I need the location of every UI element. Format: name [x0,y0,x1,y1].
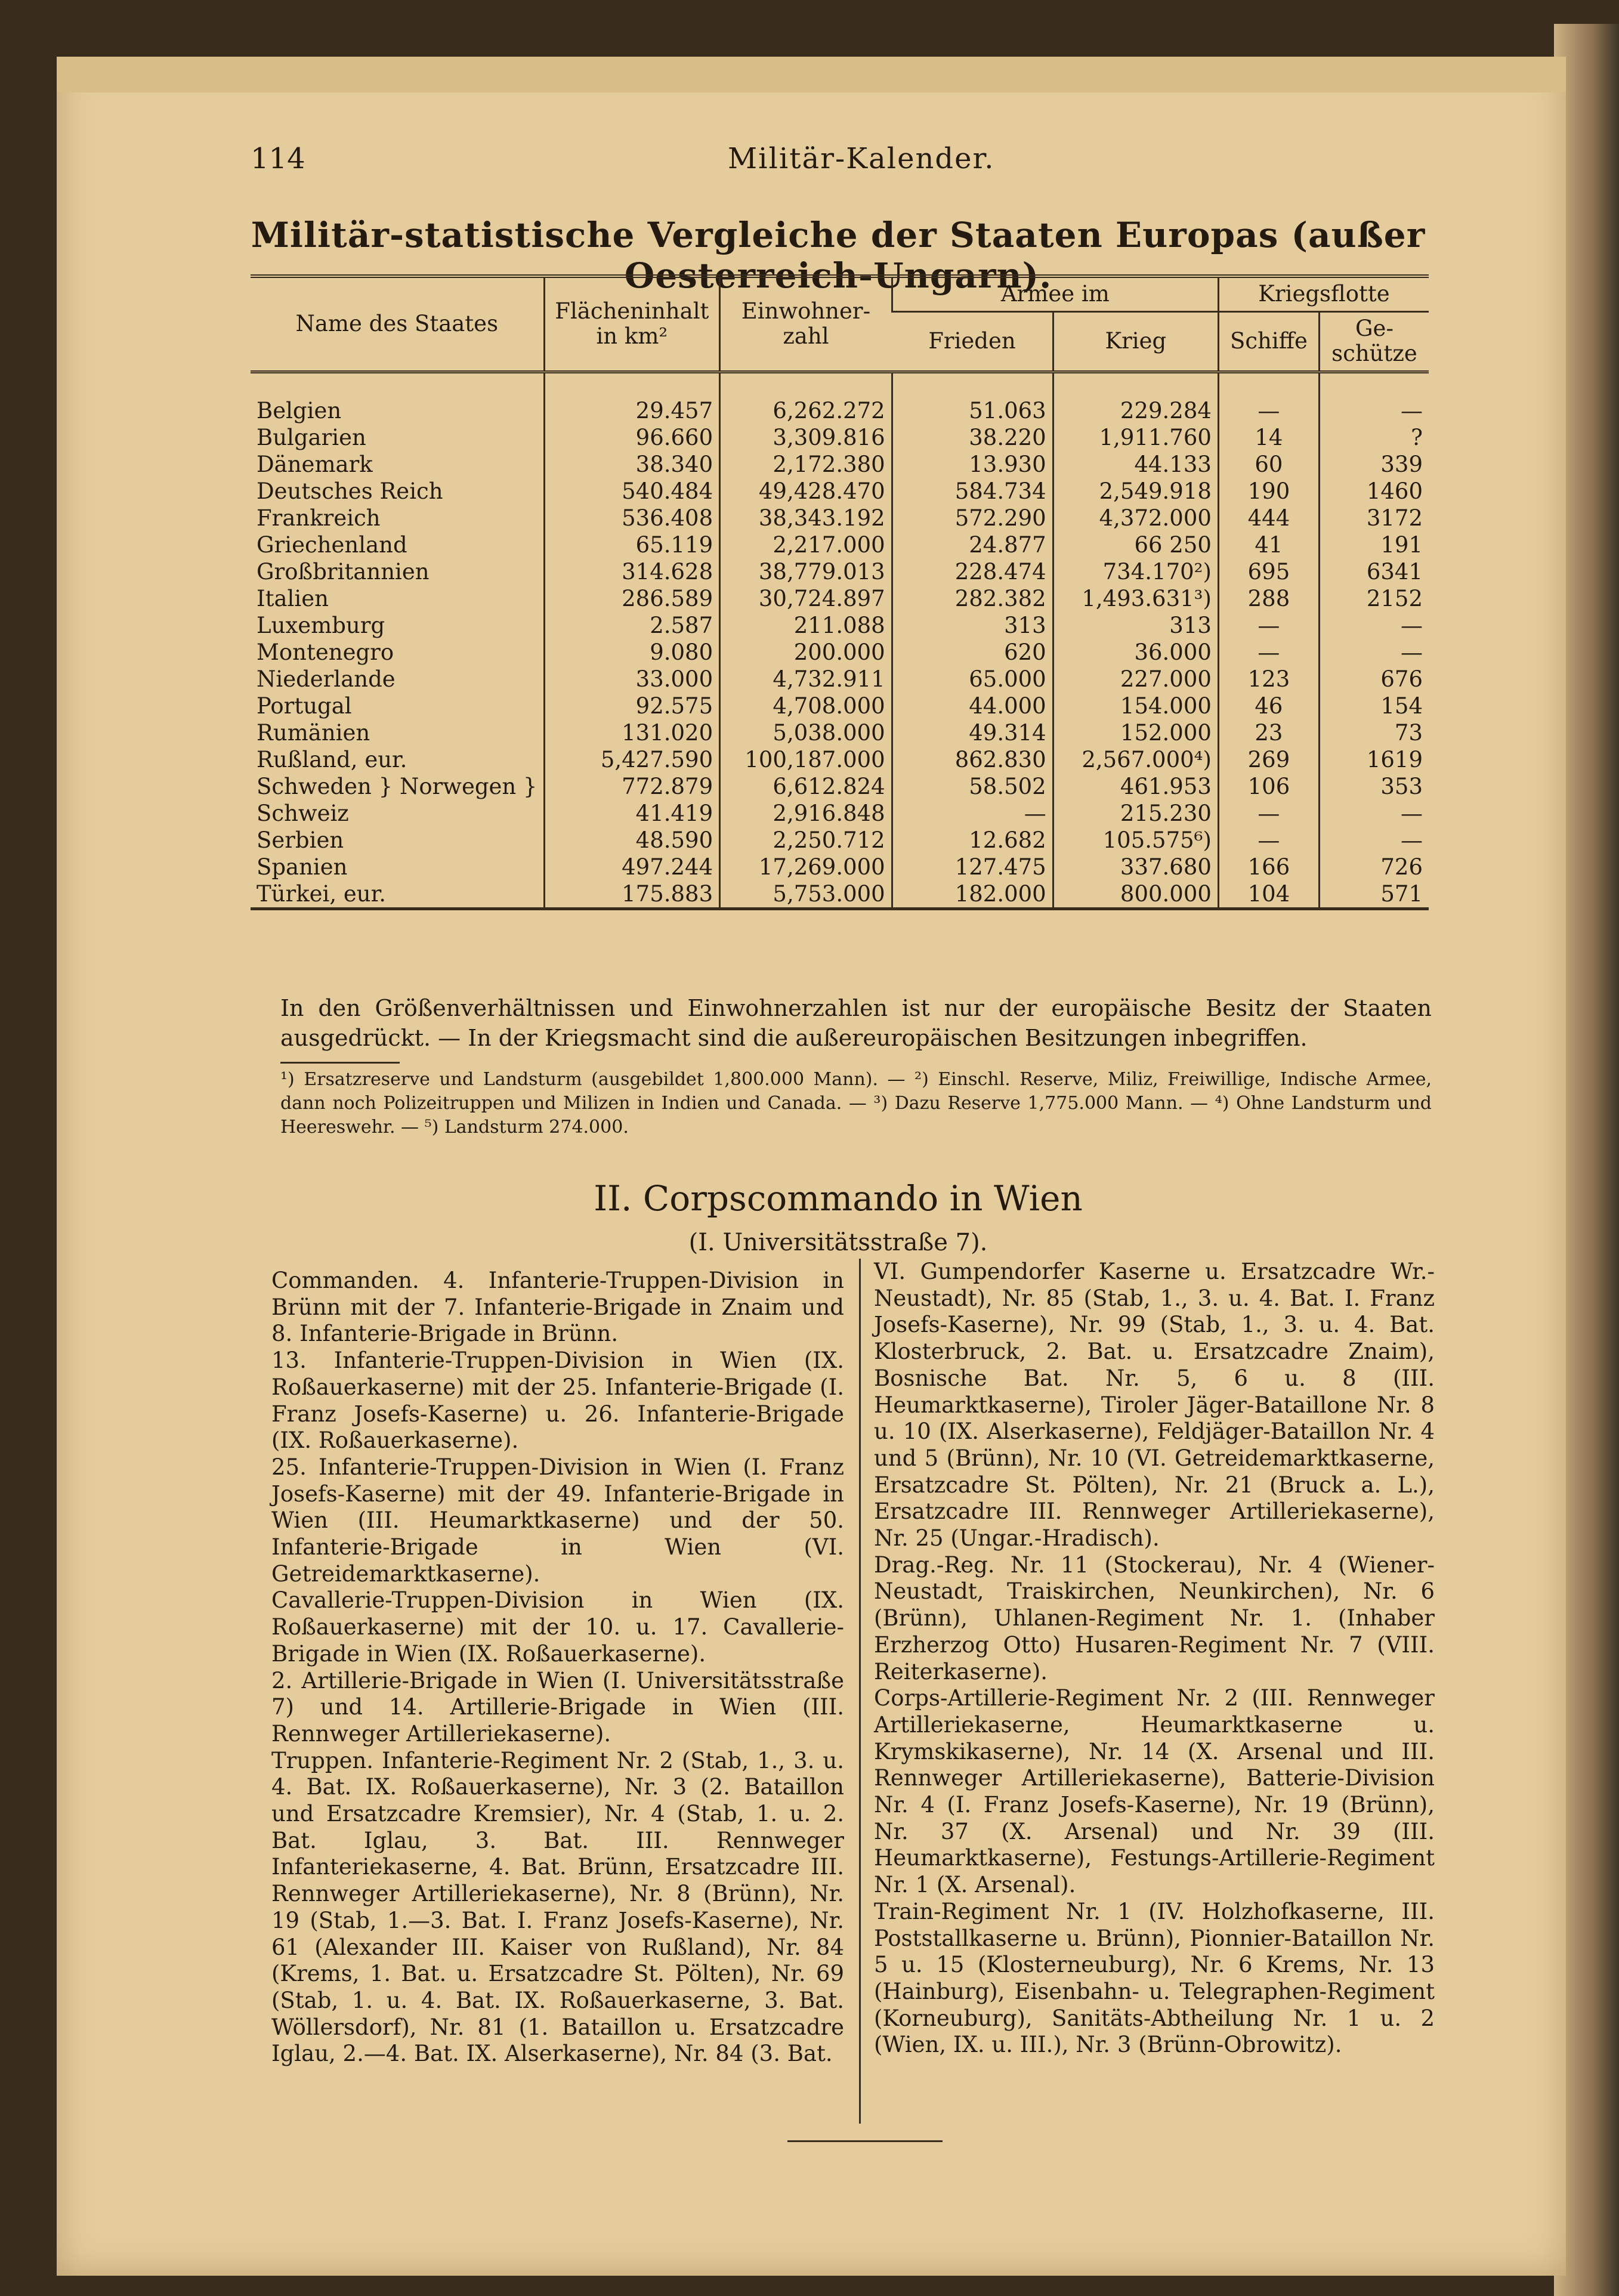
table-row [251,719,1429,746]
cell-peace: 12.682 [892,827,1053,854]
cell-guns: 1460 [1319,478,1429,505]
cell-pop: 2,250.712 [720,827,892,854]
cell-peace: 620 [892,639,1053,666]
cell-war: 227.000 [1053,666,1218,693]
cell-guns: 676 [1319,666,1429,693]
cell-war: 152.000 [1053,719,1218,746]
cell-name: Frankreich [257,505,381,531]
cell-area: 29.457 [544,372,720,424]
cell-peace: 51.063 [892,372,1053,424]
cell-area: 5,427.590 [544,746,720,773]
cell-guns: 726 [1319,854,1429,880]
cell-area: 497.244 [544,854,720,880]
cell-name: Luxemburg [257,612,385,638]
cell-name: Türkei, eur. [257,880,386,907]
cell-name: Schweiz [257,800,349,826]
cell-war: 4,372.000 [1053,505,1218,531]
cell-area: 2.587 [544,612,720,639]
table-row [251,531,1429,558]
cell-peace: — [892,800,1053,827]
left-column [271,1268,844,2068]
header-guns: Ge-schütze [1319,311,1429,372]
cell-pop: 38,779.013 [720,558,892,585]
cell-ships: 166 [1218,854,1319,880]
cell-war: 2,567.000⁴) [1053,746,1218,773]
cell-guns: ? [1319,424,1429,451]
cell-pop: 200.000 [720,639,892,666]
cell-ships: — [1218,800,1319,827]
cell-guns: 2152 [1319,585,1429,612]
table-row [251,451,1429,478]
cell-ships: — [1218,612,1319,639]
header-name: Name des Staates [295,311,499,337]
cell-pop: 6,612.824 [720,773,892,800]
cell-pop: 2,916.848 [720,800,892,827]
paragraph: Train-Regiment Nr. 1 (IV. Holzhofkaserne, III. Poststallkaserne u. Brünn), Pionnier-Bataillon Nr. 5 u. 15 (Klosterneuburg), Nr. 6 Krems, Nr. 13 (Hainburg), Eisenbahn- u. Telegraphen-Regiment (Korneuburg), Sanitäts-Abtheilung Nr. 1 u. 2 (Wien, IX. u. III.), Nr. 3 (Brünn-Obrowitz). [874,1898,1435,2058]
cell-war: 1,493.631³) [1053,585,1218,612]
column-divider [859,1259,861,2124]
cell-war: 229.284 [1053,372,1218,424]
paragraph: 13. Infanterie-Truppen-Division in Wien (IX. Roßauerkaserne) mit der 25. Infanterie-Brigade (I. Franz Josefs-Kaserne) u. 26. Infanterie-Brigade (IX. Roßauerkaserne). [271,1348,844,1454]
header-area: Flächeninhalt in km² [544,276,720,372]
table-row [251,666,1429,693]
cell-ships: 695 [1218,558,1319,585]
cell-area: 92.575 [544,693,720,719]
table-row [251,372,1429,424]
table-row [251,880,1429,909]
cell-war: 313 [1053,612,1218,639]
cell-guns: — [1319,800,1429,827]
table-title: Militär-statistische Vergleiche der Staaten Europas (außer Oesterreich-Ungarn). [251,215,1426,296]
cell-name: Rumänien [257,719,370,746]
footnotes: ¹) Ersatzreserve und Landsturm (ausgebildet 1,800.000 Mann). — ²) Einschl. Reserve, Miliz, Freiwillige, Indische Armee, dann noch Polizeitruppen und Milizen in Indien und Canada. — ³) Dazu Reserve 1,775.000 Mann. — ⁴) Ohne Landsturm und Heereswehr. — ⁵) Landsturm 274.000. [280,1069,1432,1138]
cell-area: 65.119 [544,531,720,558]
cell-area: 175.883 [544,880,720,909]
statistics-table [251,274,1429,910]
right-column [874,1259,1435,2059]
header-peace: Frieden [928,327,1016,354]
page-header [251,142,1414,196]
end-rule [787,2140,943,2142]
cell-ships: — [1218,639,1319,666]
cell-peace: 862.830 [892,746,1053,773]
cell-name: Belgien [257,397,342,424]
cell-peace: 24.877 [892,531,1053,558]
cell-guns: 3172 [1319,505,1429,531]
cell-peace: 572.290 [892,505,1053,531]
header-army: Armee im [892,276,1218,311]
cell-area: 314.628 [544,558,720,585]
cell-area: 772.879 [544,773,720,800]
table-row [251,478,1429,505]
table-row [251,800,1429,827]
cell-ships: — [1218,827,1319,854]
cell-guns: 154 [1319,693,1429,719]
cell-area: 38.340 [544,451,720,478]
cell-guns: — [1319,612,1429,639]
cell-peace: 182.000 [892,880,1053,909]
paragraph: 25. Infanterie-Truppen-Division in Wien (I. Franz Josefs-Kaserne) mit der 49. Infanterie-Brigade in Wien (III. Heumarktkaserne) und der 50. Infanterie-Brigade in Wien (VI. Getreidemarktkaserne). [271,1454,844,1587]
cell-war: 215.230 [1053,800,1218,827]
page-number: 114 [251,142,305,175]
cell-war: 66 250 [1053,531,1218,558]
running-head: Militär-Kalender. [728,142,995,175]
cell-area: 540.484 [544,478,720,505]
cell-guns: — [1319,827,1429,854]
cell-area: 286.589 [544,585,720,612]
cell-name: Spanien [257,854,348,880]
cell-peace: 65.000 [892,666,1053,693]
cell-war: 337.680 [1053,854,1218,880]
cell-pop: 5,753.000 [720,880,892,909]
cell-pop: 38,343.192 [720,505,892,531]
cell-pop: 5,038.000 [720,719,892,746]
cell-ships: 60 [1218,451,1319,478]
table-header [251,276,1429,372]
header-war: Krieg [1053,311,1218,372]
cell-name: Großbritannien [257,558,430,585]
cell-war: 1,911.760 [1053,424,1218,451]
cell-ships: 106 [1218,773,1319,800]
cell-name: Italien [257,585,329,611]
cell-peace: 49.314 [892,719,1053,746]
cell-area: 41.419 [544,800,720,827]
table-row [251,827,1429,854]
cell-ships: 14 [1218,424,1319,451]
paragraph: Cavallerie-Truppen-Division in Wien (IX. Roßauerkaserne) mit der 10. u. 17. Cavallerie-Brigade in Wien (IX. Roßauerkaserne). [271,1587,844,1667]
cell-war: 36.000 [1053,639,1218,666]
cell-war: 2,549.918 [1053,478,1218,505]
cell-guns: 339 [1319,451,1429,478]
header-ships: Schiffe [1218,311,1319,372]
cell-pop: 6,262.272 [720,372,892,424]
footnote-rule [280,1062,400,1064]
cell-guns: — [1319,639,1429,666]
table-row [251,773,1429,800]
cell-peace: 127.475 [892,854,1053,880]
cell-peace: 313 [892,612,1053,639]
cell-war: 105.575⁶) [1053,827,1218,854]
cell-name: Montenegro [257,639,394,665]
cell-guns: 6341 [1319,558,1429,585]
cell-guns: 353 [1319,773,1429,800]
cell-name: Bulgarien [257,424,366,450]
cell-war: 800.000 [1053,880,1218,909]
cell-ships: 269 [1218,746,1319,773]
cell-area: 131.020 [544,719,720,746]
paragraph: 2. Artillerie-Brigade in Wien (I. Universitätsstraße 7) und 14. Artillerie-Brigade in Wien (III. Rennweger Artilleriekaserne). [271,1667,844,1747]
cell-pop: 211.088 [720,612,892,639]
table-row [251,505,1429,531]
cell-peace: 228.474 [892,558,1053,585]
cell-area: 33.000 [544,666,720,693]
cell-ships: 288 [1218,585,1319,612]
cell-ships: 23 [1218,719,1319,746]
paragraph: Commanden. 4. Infanterie-Truppen-Division in Brünn mit der 7. Infanterie-Brigade in Znaim und 8. Infanterie-Brigade in Brünn. [271,1268,844,1347]
paragraph: Corps-Artillerie-Regiment Nr. 2 (III. Rennweger Artilleriekaserne, Heumarktkaserne u. Krymskikaserne), Nr. 14 (X. Arsenal und III. Rennweger Artilleriekaserne), Batterie-Division Nr. 4 (I. Franz Josefs-Kaserne), Nr. 19 (Brünn), Nr. 37 (X. Arsenal) und Nr. 39 (III. Heumarktkaserne), Festungs-Artillerie-Regiment Nr. 1 (X. Arsenal). [874,1685,1435,1898]
table-row [251,424,1429,451]
cell-war: 44.133 [1053,451,1218,478]
cell-peace: 58.502 [892,773,1053,800]
cell-pop: 4,708.000 [720,693,892,719]
cell-name: Rußland, eur. [257,746,407,772]
cell-pop: 100,187.000 [720,746,892,773]
cell-pop: 3,309.816 [720,424,892,451]
cell-peace: 38.220 [892,424,1053,451]
cell-area: 9.080 [544,639,720,666]
table-note: In den Größenverhältnissen und Einwohnerzahlen ist nur der europäische Besitz der Staaten ausgedrückt. — In der Kriegsmacht sind die außereuropäischen Besitzungen inbegriffen. [280,995,1432,1051]
header-fleet: Kriegsflotte [1218,276,1429,311]
cell-ships: 46 [1218,693,1319,719]
statistics-table-wrapper [251,274,1429,910]
cell-ships: 190 [1218,478,1319,505]
cell-area: 48.590 [544,827,720,854]
table-row [251,612,1429,639]
cell-pop: 2,172.380 [720,451,892,478]
section-title: II. Corpscommando in Wien [594,1178,1083,1219]
cell-ships: — [1218,372,1319,424]
cell-name: Niederlande [257,666,396,692]
table-row [251,746,1429,773]
cell-ships: 444 [1218,505,1319,531]
table-row [251,854,1429,880]
paragraph: VI. Gumpendorfer Kaserne u. Ersatzcadre Wr.-Neustadt), Nr. 85 (Stab, 1., 3. u. 4. Bat. I. Franz Josefs-Kaserne), Nr. 99 (Stab, 1., 3. u. 4. Bat. Klosterbruck, 2. Bat. u. Ersatzcadre Znaim), Bosnische Bat. Nr. 5, 6 u. 8 (III. Heumarktkaserne), Tiroler Jäger-Bataillone Nr. 8 u. 10 (IX. Alserkaserne), Feldjäger-Bataillon Nr. 4 und 5 (Brünn), Nr. 10 (VI. Getreidemarktkaserne, Ersatzcadre St. Pölten), Nr. 21 (Bruck a. L.), Ersatzcadre III. Rennweger Artilleriekaserne), Nr. 25 (Ungar.-Hradisch). [874,1259,1435,1552]
cell-war: 154.000 [1053,693,1218,719]
cell-ships: 41 [1218,531,1319,558]
paragraph: Truppen. Infanterie-Regiment Nr. 2 (Stab, 1., 3. u. 4. Bat. IX. Roßauerkaserne), Nr. 3 (2. Bataillon und Ersatzcadre Kremsier), Nr. 4 (Stab, 1. u. 2. Bat. Iglau, 3. Bat. III. Rennweger Infanteriekaserne, 4. Bat. Brünn, Ersatzcadre III. Rennweger Artilleriekaserne), Nr. 8 (Brünn), Nr. 19 (Stab, 1.—3. Bat. I. Franz Josefs-Kaserne), Nr. 61 (Alexander III. Kaiser von Rußland), Nr. 84 (Krems, 1. Bat. u. Ersatzcadre St. Pölten), Nr. 69 (Stab, 1. u. 4. Bat. IX. Roßauerkaserne, 3. Bat. Wöllersdorf), Nr. 81 (1. Bataillon u. Ersatzcadre Iglau, 2.—4. Bat. IX. Alserkaserne), Nr. 84 (3. Bat. [271,1747,844,2067]
paragraph: Drag.-Reg. Nr. 11 (Stockerau), Nr. 4 (Wiener-Neustadt, Traiskirchen, Neunkirchen), Nr. 6 (Brünn), Uhlanen-Regiment Nr. 1. (Inhaber Erzherzog Otto) Husaren-Regiment Nr. 7 (VIII. Reiterkaserne). [874,1552,1435,1685]
section-subtitle: (I. Universitätsstraße 7). [688,1229,988,1256]
cell-guns: — [1319,372,1429,424]
cell-ships: 104 [1218,880,1319,909]
cell-pop: 49,428.470 [720,478,892,505]
cell-guns: 1619 [1319,746,1429,773]
cell-pop: 30,724.897 [720,585,892,612]
cell-name: Serbien [257,827,344,853]
cell-ships: 123 [1218,666,1319,693]
table-body [251,372,1429,908]
cell-war: 734.170²) [1053,558,1218,585]
cell-name: Griechenland [257,531,407,558]
cell-guns: 73 [1319,719,1429,746]
cell-name: Schweden } Norwegen } [257,773,537,799]
cell-name: Deutsches Reich [257,478,443,504]
cell-pop: 17,269.000 [720,854,892,880]
cell-name: Dänemark [257,451,373,477]
cell-peace: 44.000 [892,693,1053,719]
cell-guns: 191 [1319,531,1429,558]
cell-name: Portugal [257,693,352,719]
cell-pop: 4,732.911 [720,666,892,693]
table-row [251,585,1429,612]
table-row [251,558,1429,585]
table-row [251,639,1429,666]
cell-war: 461.953 [1053,773,1218,800]
page-top-shade [57,57,1566,92]
cell-guns: 571 [1319,880,1429,909]
header-population: Einwohner-zahl [720,276,892,372]
cell-area: 536.408 [544,505,720,531]
cell-peace: 282.382 [892,585,1053,612]
cell-area: 96.660 [544,424,720,451]
cell-pop: 2,217.000 [720,531,892,558]
table-row [251,693,1429,719]
cell-peace: 584.734 [892,478,1053,505]
cell-peace: 13.930 [892,451,1053,478]
